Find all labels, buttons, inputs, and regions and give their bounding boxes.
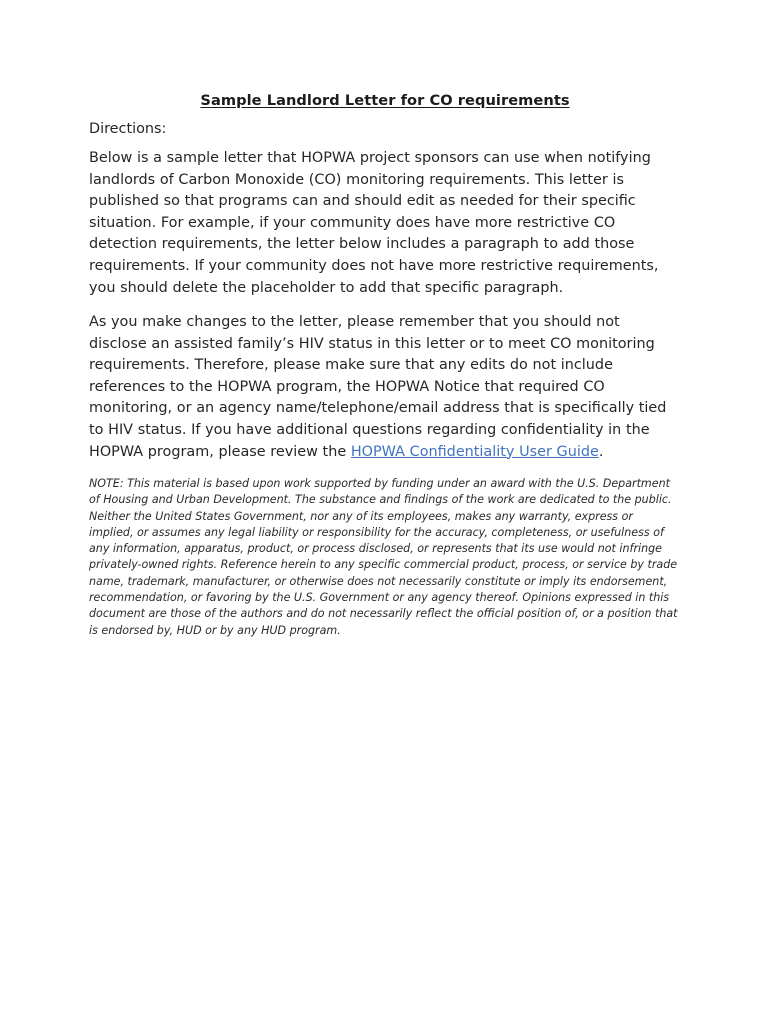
hopwa-confidentiality-user-guide-link[interactable]: HOPWA Confidentiality User Guide <box>350 443 599 460</box>
intro-paragraph: Below is a sample letter that HOPWA project sponsors can use when notifying landlords of Carbon Monoxide (CO) monitoring requirements. This letter is published so that programs can and should edit as needed for their specific situation. For example, if your community does have more restrictive CO detection requirements, the letter below includes a paragraph to add those requirements. If your community does not have more restrictive requirements, you should delete the placeholder to add that specific paragraph. <box>89 150 659 296</box>
directions-label: Directions: <box>89 121 167 137</box>
disclaimer-note-paragraph: NOTE: This material is based upon work supported by funding under an award with the U.S. Department of Housing and Urban Development. The substance and findings of the work are dedicated to the public. Neither the United States Government, nor any of its employees, makes any warranty, express or implied, or assumes any legal liability or responsibility for the accuracy, completeness, or usefulness of any information, apparatus, product, or process disclosed, or represents that its use would not infringe privately-owned rights. Reference herein to any specific commercial product, process, or service by trade name, trademark, manufacturer, or otherwise does not necessarily constitute or imply its endorsement, recommendation, or favoring by the U.S. Government or any agency thereof. Opinions expressed in this document are those of the authors and do not necessarily reflect the official position of, or a position that is endorsed by, HUD or by any HUD program. <box>89 477 678 637</box>
confidentiality-text-after-link: . <box>598 443 604 460</box>
page-title: Sample Landlord Letter for CO requirements <box>200 92 570 109</box>
confidentiality-text-before-link: As you make changes to the letter, please remember that you should not disclose an assisted family’s HIV status in this letter or to meet CO monitoring requirements. Therefore, please make sure that any edits do not include references to the HOPWA program, the HOPWA Notice that required CO monitoring, or an agency name/telephone/email address that is specifically tied to HIV status. If you have additional questions regarding confidentiality in the HOPWA program, please review the <box>89 314 667 460</box>
confidentiality-paragraph <box>89 312 681 463</box>
